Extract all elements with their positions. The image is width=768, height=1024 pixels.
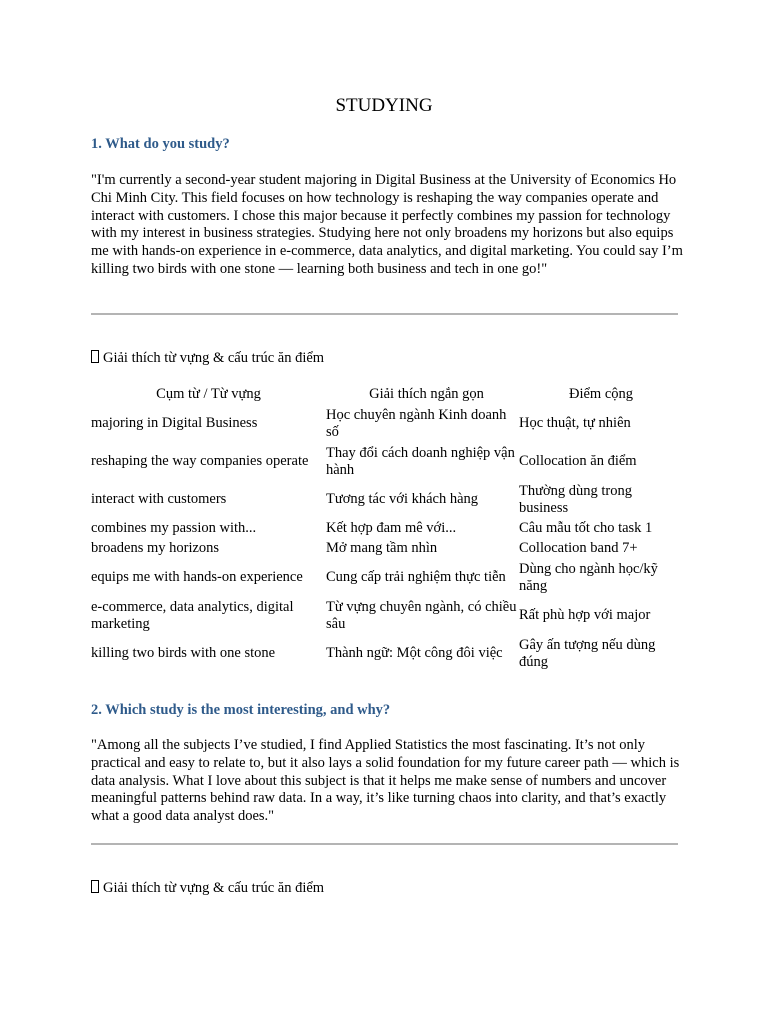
table-cell-phrase: reshaping the way companies operate — [91, 453, 309, 470]
table-cell-bonus: Collocation band 7+ — [519, 540, 638, 557]
table-cell-phrase: killing two birds with one stone — [91, 645, 276, 662]
table-cell-explanation: Từ vựng chuyên ngành, có chiều sâu — [326, 598, 517, 632]
table-cell-bonus: Thường dùng trong business — [519, 482, 632, 516]
vocab-heading-text: Giải thích từ vựng & cấu trúc ăn điểm — [103, 350, 325, 366]
vocab-heading — [91, 349, 324, 367]
table-cell-explanation: Thành ngữ: Một công đôi việc — [326, 645, 503, 662]
table-row — [91, 519, 681, 539]
question-1-answer: "I'm currently a second-year student majoring in Digital Business at the University of Economics Ho Chi Minh City. This field focuses on how technology is reshaping the way companies operate and interact with customers. I chose this major because it perfectly combines my passion for technology with my interest in business strategies. Studying here not only broadens my horizons but also equips me with hands-on experience in e-commerce, data analytics, and digital marketing. You could say I’m killing two birds with one stone — learning both business and tech in one go!" — [91, 172, 683, 277]
table-row — [91, 539, 681, 559]
vocab-heading-2-text: Giải thích từ vựng & cấu trúc ăn điểm — [103, 880, 325, 896]
table-cell-explanation: Cung cấp trải nghiệm thực tiễn — [326, 569, 506, 586]
table-cell-phrase: interact with customers — [91, 491, 227, 508]
table-cell-explanation: Tương tác với khách hàng — [326, 491, 479, 508]
question-1-heading: 1. What do you study? — [91, 136, 230, 152]
vocab-heading-2 — [91, 879, 324, 897]
missing-glyph-icon — [91, 880, 99, 893]
missing-glyph-icon — [91, 350, 99, 363]
table-row — [91, 559, 681, 597]
table-cell-bonus: Câu mẫu tốt cho task 1 — [519, 520, 653, 537]
table-cell-phrase: combines my passion with... — [91, 520, 257, 537]
section-divider — [91, 313, 678, 315]
table-cell-bonus: Rất phù hợp với major — [519, 607, 651, 624]
table-row — [91, 635, 681, 673]
table-row — [91, 405, 681, 443]
question-2-heading: 2. Which study is the most interesting, and why? — [91, 702, 391, 718]
table-header-row — [91, 385, 681, 405]
table-cell-explanation: Kết hợp đam mê với... — [326, 520, 457, 537]
column-header-bonus: Điểm cộng — [568, 386, 634, 403]
page-title: STUDYING — [335, 95, 433, 116]
column-header-explanation: Giải thích ngắn gọn — [369, 386, 484, 403]
table-cell-explanation: Thay đổi cách doanh nghiệp vận hành — [326, 444, 515, 478]
table-cell-phrase: majoring in Digital Business — [91, 415, 258, 432]
table-cell-phrase: broadens my horizons — [91, 540, 220, 557]
section-divider — [91, 843, 678, 845]
table-row — [91, 443, 681, 481]
table-cell-bonus: Collocation ăn điểm — [519, 453, 637, 470]
vocab-table — [91, 385, 681, 673]
question-2-answer: "Among all the subjects I’ve studied, I find Applied Statistics the most fascinating. It’s not only practical and easy to relate to, but it also lays a solid foundation for my future career path — which is data analysis. What I love about this subject is that it helps me make sense of numbers and uncover meaningful patterns behind raw data. In a way, it’s like turning chaos into clarity, and that’s exactly what a good data analyst does." — [91, 737, 680, 825]
table-cell-phrase: e-commerce, data analytics, digital marketing — [91, 598, 294, 632]
table-row — [91, 481, 681, 519]
table-cell-explanation: Mở mang tầm nhìn — [326, 540, 438, 557]
table-cell-bonus: Gây ấn tượng nếu dùng đúng — [519, 636, 656, 670]
table-cell-bonus: Học thuật, tự nhiên — [519, 415, 631, 432]
table-cell-explanation: Học chuyên ngành Kinh doanh số — [326, 406, 507, 440]
column-header-phrase: Cụm từ / Từ vựng — [156, 386, 261, 403]
table-cell-phrase: equips me with hands-on experience — [91, 569, 303, 586]
table-cell-bonus: Dùng cho ngành học/kỹ năng — [519, 560, 658, 594]
table-row — [91, 597, 681, 635]
